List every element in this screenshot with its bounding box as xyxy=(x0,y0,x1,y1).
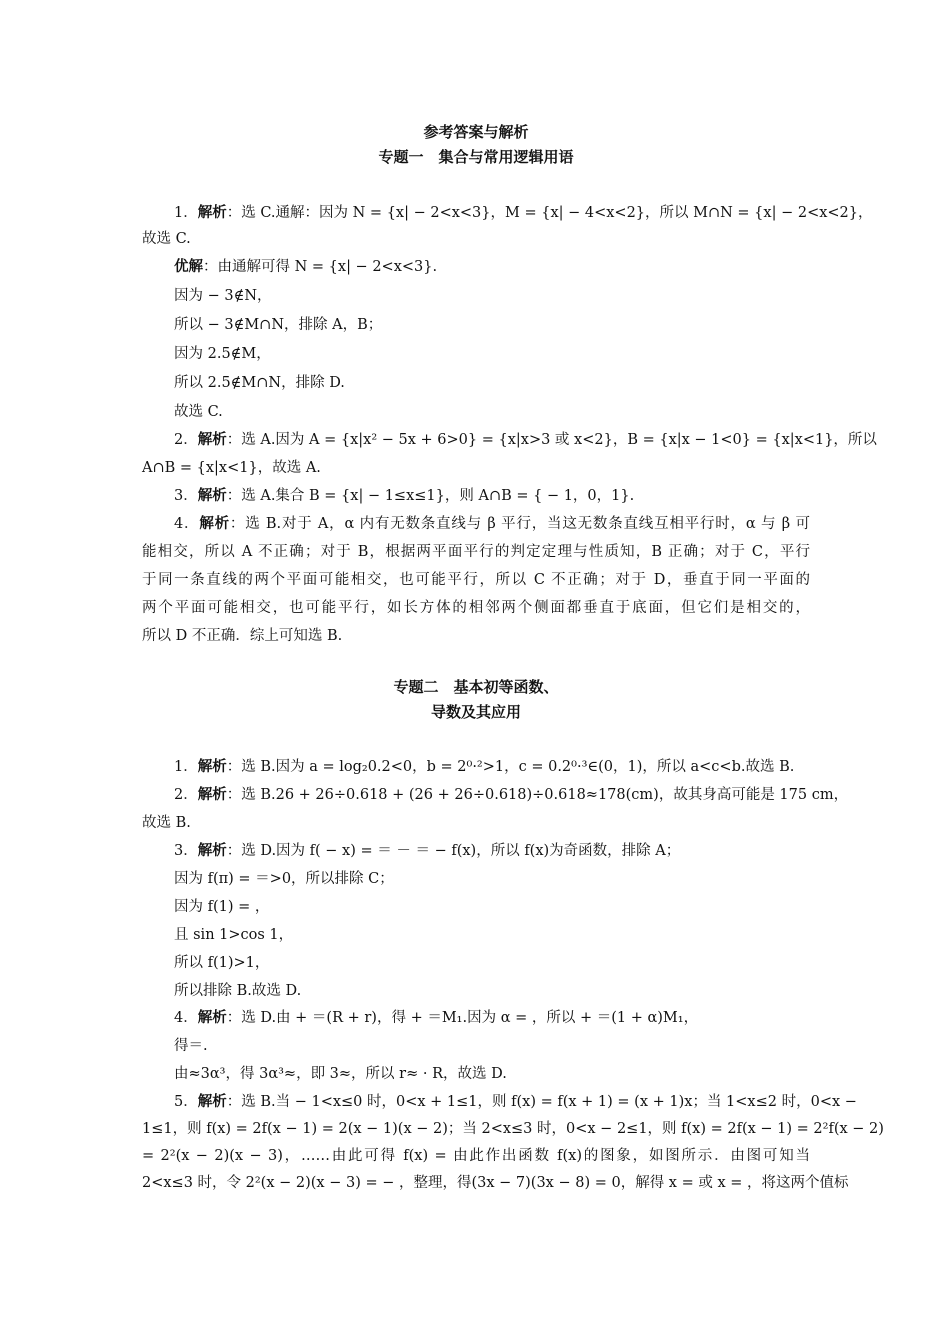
answer-label: 解析 xyxy=(199,515,230,532)
s1-q1-line-7: 所以 2.5∉M∩N，排除 D. xyxy=(174,375,345,391)
s1-q1-line-5: 所以 − 3∉M∩N，排除 A，B； xyxy=(174,317,383,333)
answer-label: 解析 xyxy=(197,842,227,859)
section-title-2b: 导数及其应用 xyxy=(430,703,521,721)
s1-q1-line-3: 优解：由通解可得 N = {x| − 2<x<3}. xyxy=(174,258,438,275)
s1-q1-line-8: 故选 C. xyxy=(174,404,223,420)
s2-q3-line-6: 所以排除 B.故选 D. xyxy=(174,983,302,999)
s2-q5-line-4: 2<x≤3 时，令 2²(x − 2)(x − 3) = − ，整理，得(3x − 7)(3x − 8) = 0，解得 x = 或 x = ，将这两个值标 xyxy=(142,1175,849,1191)
s1-q3-line-1: 3．解析：选 A.集合 B = {x| − 1≤x≤1}，则 A∩B = { − 1，0，1}. xyxy=(174,487,635,504)
s2-q2-line-1: 2．解析：选 B.26 + 26÷0.618 + (26 + 26÷0.618)÷0.618≈178(cm)，故其身高可能是 175 cm， xyxy=(174,786,849,803)
answer-label: 解析 xyxy=(197,431,227,448)
section-title-1: 专题一 集合与常用逻辑用语 xyxy=(378,148,574,166)
answer-label: 解析 xyxy=(197,1009,227,1026)
page-title: 参考答案与解析 xyxy=(423,123,529,141)
alt-solution-label: 优解 xyxy=(174,258,203,275)
s1-q1-line-6: 因为 2.5∉M， xyxy=(174,346,271,362)
s2-q4-line-2: 得＝. xyxy=(174,1038,208,1054)
s2-q3-line-4: 且 sin 1>cos 1， xyxy=(174,927,294,943)
section-title-2a: 专题二 基本初等函数、 xyxy=(393,678,559,696)
answer-label: 解析 xyxy=(197,1093,227,1110)
s2-q3-line-1: 3．解析：选 D.因为 f( − x) = ＝ － ＝ − f(x)，所以 f(x)为奇函数，排除 A； xyxy=(174,842,681,859)
s2-q5-line-3: = 2²(x − 2)(x − 3)，……由此可得 f(x) = 由此作出函数 f(x)的图象，如图所示．由图可知当 xyxy=(142,1148,810,1164)
s1-q4-line-1: 4．解析：选 B.对于 A，α 内有无数条直线与 β 平行，当这无数条直线互相平行时，α 与 β 可 xyxy=(174,515,810,532)
answer-label: 解析 xyxy=(197,758,227,775)
s1-q1-line-1: 1．解析：选 C.通解：因为 N = {x| − 2<x<3}，M = {x| − 4<x<2}，所以 M∩N = {x| − 2<x<2}， xyxy=(174,204,873,221)
s1-q2-line-2: A∩B = {x|x<1}，故选 A. xyxy=(142,460,321,476)
s2-q5-line-1: 5．解析：选 B.当 − 1<x≤0 时，0<x + 1≤1，则 f(x) = f(x + 1) = (x + 1)x；当 1<x≤2 时，0<x − xyxy=(174,1093,857,1110)
s1-q2-line-1: 2．解析：选 A.因为 A = {x|x² − 5x + 6>0} = {x|x>3 或 x<2}，B = {x|x − 1<0} = {x|x<1}，所以 xyxy=(174,431,877,448)
answer-label: 解析 xyxy=(197,487,227,504)
s1-q1-line-4: 因为 − 3∉N， xyxy=(174,288,272,304)
answer-label: 解析 xyxy=(197,786,227,803)
s2-q4-line-3: 由≈3α³，得 3α³≈，即 3≈，所以 r≈ · R，故选 D. xyxy=(174,1066,507,1082)
s2-q1-line-1: 1．解析：选 B.因为 a = log₂0.2<0，b = 2⁰·²>1，c = 0.2⁰·³∈(0，1)，所以 a<c<b.故选 B. xyxy=(174,758,795,775)
s1-q4-line-3: 于同一条直线的两个平面可能相交，也可能平行，所以 C 不正确；对于 D，垂直于同一平面的 xyxy=(142,572,810,588)
s2-q3-line-3: 因为 f(1) = ， xyxy=(174,899,270,915)
s2-q3-line-5: 所以 f(1)>1， xyxy=(174,955,270,971)
s1-q4-line-4: 两个平面可能相交，也可能平行，如长方体的相邻两个侧面都垂直于底面，但它们是相交的， xyxy=(142,600,810,616)
answer-label: 解析 xyxy=(197,204,227,221)
s1-q4-line-2: 能相交，所以 A 不正确；对于 B，根据两平面平行的判定定理与性质知，B 正确；对于 C，平行 xyxy=(142,544,810,560)
s2-q2-line-2: 故选 B. xyxy=(142,815,191,831)
s2-q3-line-2: 因为 f(π) = ＝>0，所以排除 C； xyxy=(174,871,394,887)
s1-q4-line-5: 所以 D 不正确．综上可知选 B. xyxy=(142,628,343,644)
s1-q1-line-2: 故选 C. xyxy=(142,231,191,247)
s2-q4-line-1: 4．解析：选 D.由 + ＝(R + r)，得 + ＝M₁.因为 α = ，所以 + ＝(1 + α)M₁， xyxy=(174,1009,699,1026)
s2-q5-line-2: 1≤1，则 f(x) = 2f(x − 1) = 2(x − 1)(x − 2)；当 2<x≤3 时，0<x − 2≤1，则 f(x) = 2f(x − 1) = 2²f(x − 2) xyxy=(142,1121,884,1137)
